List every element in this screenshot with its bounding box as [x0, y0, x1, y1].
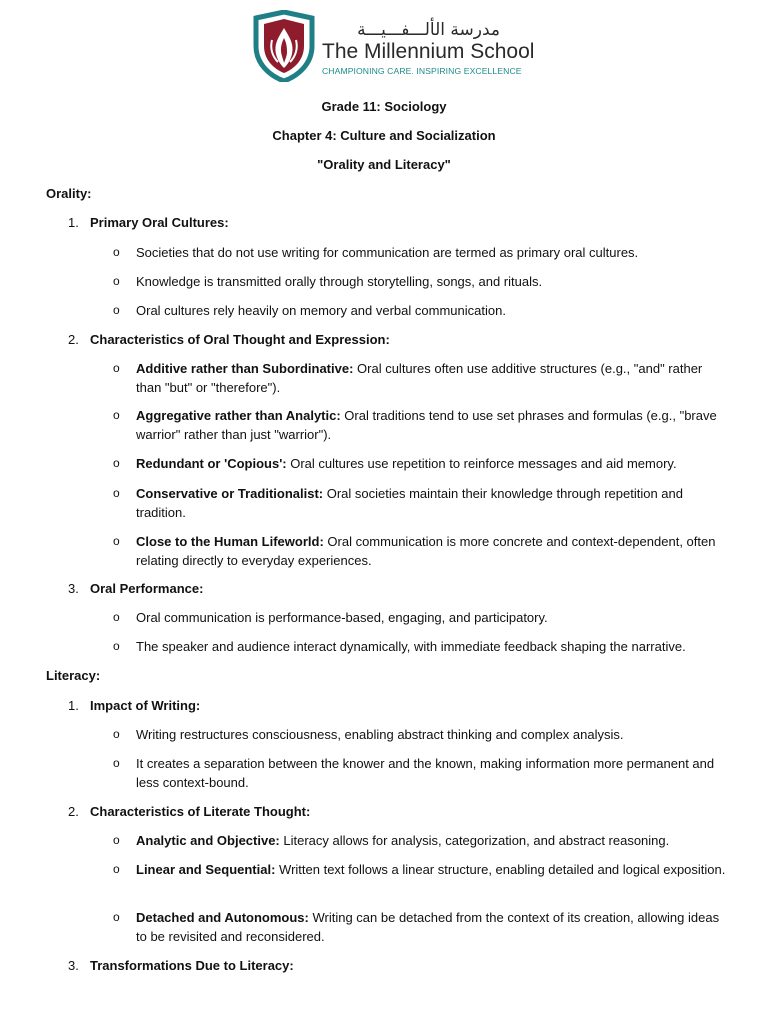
section-number: 3.	[68, 958, 79, 973]
list-item: Conservative or Traditionalist: Oral societies maintain their knowledge through repetition and tradition.	[136, 486, 683, 520]
list-item: Societies that do not use writing for communication are termed as primary oral cultures.	[136, 245, 639, 260]
bullet-icon: o	[113, 862, 120, 876]
list-item: Additive rather than Subordinative: Oral cultures often use additive structures (e.g., "and" rather than "but" or "therefore").	[136, 361, 703, 395]
bullet-icon: o	[113, 303, 120, 317]
school-crest-icon	[252, 10, 316, 82]
section-number: 2.	[68, 804, 79, 819]
section-number: 1.	[68, 215, 79, 230]
list-item: The speaker and audience interact dynamically, with immediate feedback shaping the narrative.	[136, 639, 686, 654]
bullet-icon: o	[113, 456, 120, 470]
section-heading: Oral Performance:	[90, 581, 204, 596]
section-heading: Transformations Due to Literacy:	[90, 958, 294, 973]
section-number: 1.	[68, 698, 79, 713]
bullet-icon: o	[113, 245, 120, 259]
bullet-icon: o	[113, 274, 120, 288]
literacy-heading: Literacy:	[46, 668, 101, 683]
topic-title: "Orality and Literacy"	[317, 157, 451, 172]
school-tagline: CHAMPIONING CARE. INSPIRING EXCELLENCE	[322, 66, 522, 76]
list-item: Analytic and Objective: Literacy allows for analysis, categorization, and abstract reasoning.	[136, 833, 670, 848]
bullet-icon: o	[113, 756, 120, 770]
school-name: The Millennium School	[322, 40, 535, 63]
bullet-icon: o	[113, 910, 120, 924]
section-heading: Primary Oral Cultures:	[90, 215, 229, 230]
chapter-title: Chapter 4: Culture and Socialization	[272, 128, 496, 143]
bullet-icon: o	[113, 727, 120, 741]
bullet-icon: o	[113, 833, 120, 847]
list-item: Oral cultures rely heavily on memory and verbal communication.	[136, 303, 506, 318]
list-item: It creates a separation between the knower and the known, making information more permanent and less context-bound.	[136, 756, 715, 790]
bullet-icon: o	[113, 639, 120, 653]
orality-heading: Orality:	[46, 186, 92, 201]
bullet-icon: o	[113, 486, 120, 500]
list-item: Aggregative rather than Analytic: Oral traditions tend to use set phrases and formulas (e.g., "brave warrior" rather than just "warrior").	[136, 408, 717, 442]
section-heading: Characteristics of Literate Thought:	[90, 804, 311, 819]
bullet-icon: o	[113, 534, 120, 548]
bullet-icon: o	[113, 361, 120, 375]
school-logo	[252, 10, 535, 82]
list-item: Redundant or 'Copious': Oral cultures use repetition to reinforce messages and aid memory.	[136, 456, 677, 471]
bullet-icon: o	[113, 408, 120, 422]
list-item: Knowledge is transmitted orally through storytelling, songs, and rituals.	[136, 274, 543, 289]
bullet-icon: o	[113, 610, 120, 624]
section-number: 2.	[68, 332, 79, 347]
list-item: Writing restructures consciousness, enabling abstract thinking and complex analysis.	[136, 727, 624, 742]
list-item: Oral communication is performance-based, engaging, and participatory.	[136, 610, 548, 625]
section-heading: Impact of Writing:	[90, 698, 201, 713]
section-heading: Characteristics of Oral Thought and Expression:	[90, 332, 390, 347]
grade-title: Grade 11: Sociology	[321, 99, 447, 114]
school-name-arabic: مدرسة الألـــفـــيـــة	[357, 20, 500, 40]
list-item: Linear and Sequential: Written text follows a linear structure, enabling detailed and logical exposition.	[136, 862, 726, 877]
list-item: Detached and Autonomous: Writing can be detached from the context of its creation, allowing ideas to be revisited and reconsidered.	[136, 910, 720, 944]
list-item: Close to the Human Lifeworld: Oral communication is more concrete and context-dependent, often relating directly to everyday experiences.	[136, 534, 716, 568]
section-number: 3.	[68, 581, 79, 596]
